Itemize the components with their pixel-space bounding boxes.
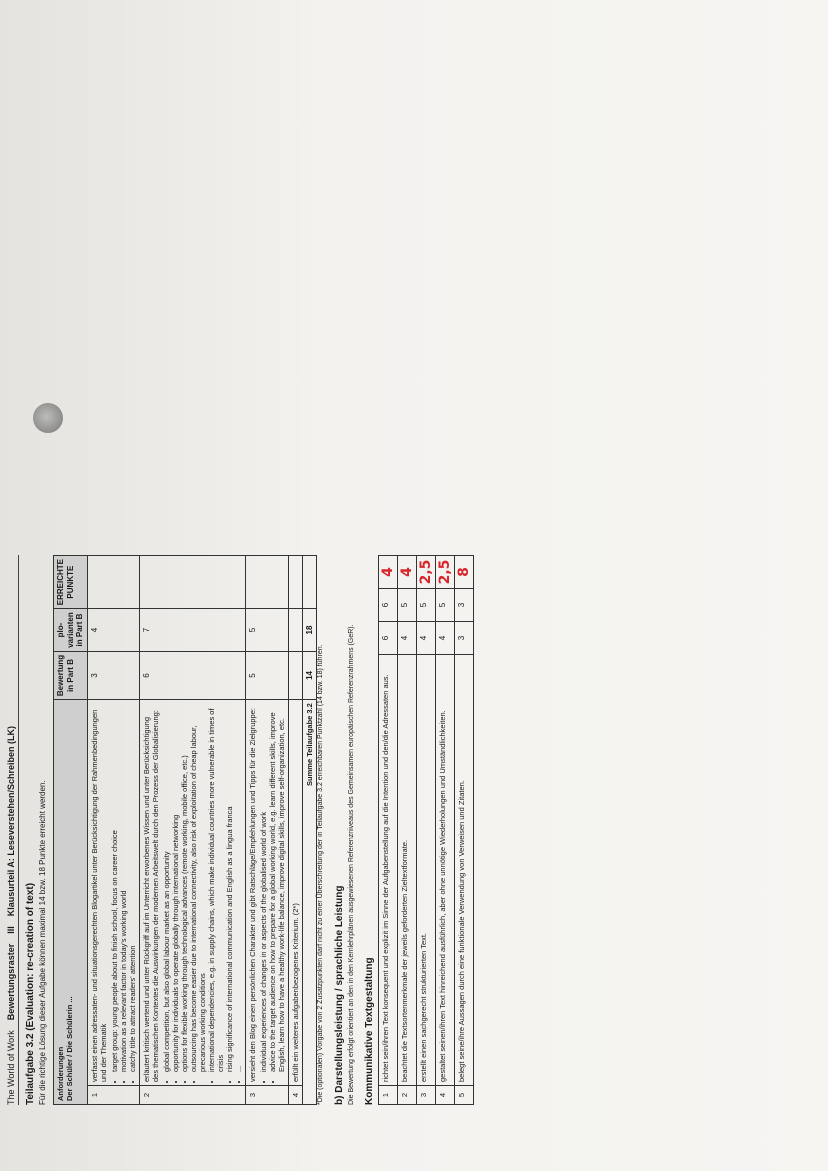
bullet-item: • target group: young people about to finish school, focus on career choice [110,703,119,1072]
row-max-b: 3 [455,589,474,622]
criteria-row [288,556,302,1105]
task-title: Teilaufgabe 3.2 (Evaluation: re-creation of text) [25,882,36,1105]
bullet-item: • rising significance of international communication and English as a lingua franca [225,703,234,1072]
task-sum-b: 18 [302,609,317,652]
row-description: erfüllt ein weiteres aufgabenbezogenes Kriterium. (2*) [290,903,300,1082]
row-max-b: 5 [398,589,417,622]
row-text: belegt seine/ihre Aussagen durch eine funktionale Verwendung von Verweisen und Zitaten. [455,655,474,1086]
row-max-a: 3 [455,622,474,655]
bullet-item: • options for flexible working through technological advances (remote working, mobile office, etc.) [180,703,189,1072]
row-max-b: 6 [379,589,398,622]
criteria-row [87,556,139,1105]
row-max-a: 6 [139,651,245,699]
row-score [87,556,139,609]
col-b: plo-varianten in Part B [54,609,88,652]
row-max-b: 5 [245,609,288,652]
col-achieved: ERREICHTE PUNKTE [54,556,88,609]
row-score: 2,5 [436,556,455,589]
bullet-item: • global competition, but also global labour market as an opportunity [162,703,171,1072]
row-max-b: 5 [436,589,455,622]
header-exam: Klausurteil A: Leseverstehen/Schreiben (LK) [6,726,16,917]
row-score [245,556,288,609]
row-score [139,556,245,609]
bullet-list [110,703,137,1072]
row-text [288,700,302,1086]
row-text [87,700,139,1086]
row-text: richtet sein/ihren Text konsequent und explizit im Sinne der Aufgabenstellung auf die Intention und den/die Adressaten aus. [379,655,398,1086]
row-max-a: 4 [417,622,436,655]
bullet-item: • outsourcing has become easier due to international connectivity, also risk of exploitation of cheap labour, precarious working conditions [189,703,207,1072]
row-text: beachtet die Textsortenmerkmale der jeweils geforderten Zieltextformate. [398,655,417,1086]
section-b-text: Die Bewertung erfolgt orientiert an den in den Kernlehrplänen ausgewiesenen Referenzniveaus des Gemeinsamen europäischen Referenzrahmens (GeR). [347,624,355,1105]
row-description: versieht den Blog einen persönlichen Charakter und gibt Ratschläge/Empfehlungen und Tipps für die Zielgruppe: [247,708,257,1082]
section-b-title: b) Darstellungsleistung / sprachliche Leistung [333,885,345,1105]
row-number: 4 [436,1086,455,1105]
row-number: 2 [139,1086,245,1105]
criteria-row [455,556,474,1105]
row-number: 3 [417,1086,436,1105]
row-number: 1 [87,1086,139,1105]
criteria-row [379,556,398,1105]
task-table [53,555,317,1105]
task-sum-label: Summe Teilaufgabe 3.2 [302,700,317,1105]
task-sum-score [302,556,317,609]
criteria-row [139,556,245,1105]
row-score: 8 [455,556,474,589]
row-score: 2,5 [417,556,436,589]
row-max-a: 4 [398,622,417,655]
row-number: 3 [245,1086,288,1105]
bullet-item: • catchy title to attract readers' attention [128,703,137,1072]
bullet-item: • individual experiences of changes in or aspects of the globalised world of work [259,703,268,1072]
header-series: The World of Work [6,1030,16,1105]
row-max-b: 7 [139,609,245,652]
header-part: Bewertungsraster [6,943,16,1021]
row-text [245,700,288,1086]
row-max-a [288,651,302,699]
criteria-row [245,556,288,1105]
row-text: erstellt einen sachgerecht strukturierten Text. [417,655,436,1086]
col-a: Bewertung in Part B [54,651,88,699]
comm-table [378,555,474,1105]
row-number: 2 [398,1086,417,1105]
row-max-a: 4 [436,622,455,655]
bullet-item: • opportunity for individuals to operate globally through international networking [171,703,180,1072]
row-max-a: 3 [87,651,139,699]
row-score: 4 [379,556,398,589]
row-max-a: 5 [245,651,288,699]
row-number: 1 [379,1086,398,1105]
bullet-list [259,703,286,1072]
row-max-a: 6 [379,622,398,655]
row-text [139,700,245,1086]
bullet-item: • advice to the target audience on how to prepare for a global working world, e.g. learn different skills, improve English, learn how to have a healthy work-life balance, improve digital skills, improve self-organization, etc. [268,703,286,1072]
footnote: *Die (optionalen) Vorgabe von 2 Zusatzpunkten darf nicht zu einer Überschreitung der in Teilaufgabe 3.2 erreichbaren Punktzahl (14 bzw. 18) führen. [317,644,325,1105]
bullet-item: • motivation as a relevant factor in today's working world [119,703,128,1072]
row-number: 4 [288,1086,302,1105]
row-max-b: 4 [87,609,139,652]
header-unit: III [6,926,16,934]
criteria-row [398,556,417,1105]
col-requirements: Anforderungen Der Schüler / Die Schülerin ... [54,700,88,1105]
criteria-row [436,556,455,1105]
page-header [6,555,19,1105]
task-note: Für die richtige Lösung dieser Aufgabe können maximal 14 bzw. 18 Punkte erreicht werden. [38,780,47,1105]
row-max-b: 5 [417,589,436,622]
bullet-list [162,703,243,1072]
task-sum-a: 14 [302,651,317,699]
row-description: erläutert kritisch wertend und unter Rückgriff auf im Unterricht erworbenes Wissen und unter Berücksichtigung des thematischen Kontextes die Auswirkungen der modernen Arbeitswelt durch den Prozess der Globalisierung: [141,710,160,1082]
task-sum-row [302,556,317,1105]
criteria-row [417,556,436,1105]
row-text: gestaltet seinen/ihren Text hinreichend ausführlich, aber ohne unnötige Wiederholungen und Umständlichkeiten. [436,655,455,1086]
row-score: 4 [398,556,417,589]
row-score [288,556,302,609]
comm-title: Kommunikative Textgestaltung [364,957,376,1105]
row-number: 5 [455,1086,474,1105]
row-description: verfasst einen adressaten- und situationsgerechten Blogartikel unter Berücksichtigung der Rahmenbedingungen und der Thematik [89,709,108,1082]
bullet-item: • ... [234,703,243,1072]
bullet-item: • international dependencies, e.g. in supply chains, which make individual countries more vulnerable in times of crisis [207,703,225,1072]
row-max-b [288,609,302,652]
